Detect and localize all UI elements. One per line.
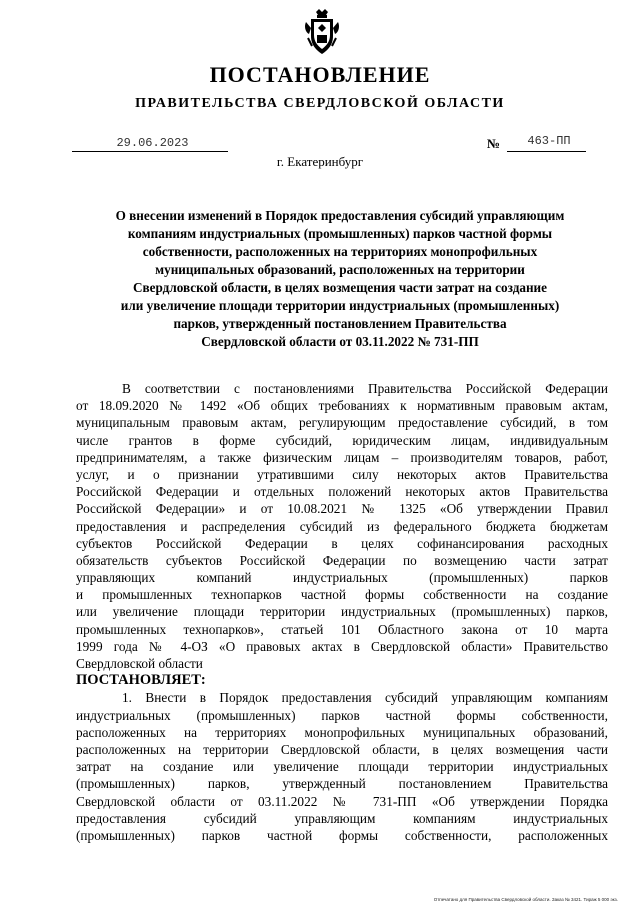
body-line: Российской Федерации» и от 10.08.2021 № 1325 «Об утверждении Правил [76, 501, 608, 517]
heading-line: муниципальных образований, расположенных на территории [155, 262, 525, 277]
body-line: предпринимателям, а также физическим лицам – производителям товаров, работ, [76, 449, 608, 465]
body-line: муниципальным правовым актам, регулирующим предоставление субсидий, в том [76, 415, 608, 431]
heading-line: собственности, расположенных на территориях монопрофильных [142, 244, 538, 259]
body-line: услуг, и о признании утратившими силу некоторых актов Правительства [76, 466, 608, 482]
coat-of-arms-icon [302, 8, 342, 58]
document-title: ПОСТАНОВЛЕНИЕ [209, 62, 431, 87]
document-date: 29.06.2023 [116, 136, 189, 150]
body-line: (промышленных) парков частной формы собственности, расположенных [76, 827, 608, 843]
body-line: Свердловской области [76, 656, 203, 671]
body-line: (промышленных) парков, утвержденный постановлением Правительства [76, 776, 608, 792]
body-line: 1999 года № 4-ОЗ «О правовых актах в Свердловской области» Правительство [76, 638, 608, 654]
heading-line: или увеличение площади территории индустриальных (промышленных) [120, 298, 560, 313]
body-line: числе грантов в форме субсидий, юридическим лицам, индивидуальным [76, 432, 608, 448]
body-line: и промышленных технопарков частной формы собственности на создание [76, 587, 608, 603]
heading-line: О внесении изменений в Порядок предоставления субсидий управляющим [115, 208, 565, 223]
body-line: Российской Федерации и отдельных положений некоторых актов Правительства [76, 484, 608, 500]
body-line: Свердловской области от 03.11.2022 № 731-ПП «Об утверждении Порядка [76, 793, 608, 809]
heading-line: Свердловской области, в целях возмещения части затрат на создание [132, 280, 548, 295]
body-line: В соответствии с постановлениями Правительства Российской Федерации [122, 381, 608, 396]
resolution-keyword: ПОСТАНОВЛЯЕТ: [76, 672, 206, 689]
document-heading [40, 207, 640, 351]
heading-line: Свердловской области от 03.11.2022 № 731-ПП [201, 334, 479, 349]
body-line: 1. Внести в Порядок предоставления субсидий управляющим компаниям [122, 690, 608, 706]
number-underline [507, 151, 586, 152]
body-line: индустриальных (промышленных) парков частной формы собственности, [76, 707, 608, 723]
document-number: 463-ПП [527, 134, 571, 148]
body-line: от 18.09.2020 № 1492 «Об общих требованиях к нормативным правовым актам, [76, 398, 608, 414]
document-city: г. Екатеринбург [276, 154, 364, 169]
heading-line: парков, утвержденный постановлением Правительства [173, 316, 507, 331]
print-footer: Отпечатано для Правительства Свердловской области. Заказ № 3421. Тираж 5 000 экз. [433, 897, 618, 902]
date-underline [72, 151, 228, 152]
body-line: субъектов Российской Федерации в целях софинансирования расходных [76, 535, 608, 551]
body-line: предоставления и распределения субсидий из федерального бюджета бюджетам [76, 518, 608, 534]
body-line: предоставления субсидий управляющим компаниям индустриальных [76, 810, 608, 826]
body-line: обязательств субъектов Российской Федерации по возмещению части затрат [76, 552, 608, 568]
document-body [76, 380, 608, 844]
body-line: или увеличение площади территории индустриальных (промышленных) парков, [76, 604, 608, 620]
body-line: расположенных на территории Свердловской области, в целях возмещения части [76, 741, 608, 757]
body-line: промышленных технопарков», статьей 101 Областного закона от 10 марта [76, 621, 608, 637]
document-subtitle: ПРАВИТЕЛЬСТВА СВЕРДЛОВСКОЙ ОБЛАСТИ [135, 96, 505, 111]
body-line: расположенных на территориях монопрофильных муниципальных образований, [76, 724, 608, 740]
number-sign: № [487, 136, 501, 151]
body-line: управляющих компаний индустриальных (промышленных) парков [76, 570, 608, 586]
body-line: затрат на создание или увеличение площади территории индустриальных [76, 759, 608, 775]
heading-line: компаниям индустриальных (промышленных) парков частной формы [127, 226, 553, 241]
